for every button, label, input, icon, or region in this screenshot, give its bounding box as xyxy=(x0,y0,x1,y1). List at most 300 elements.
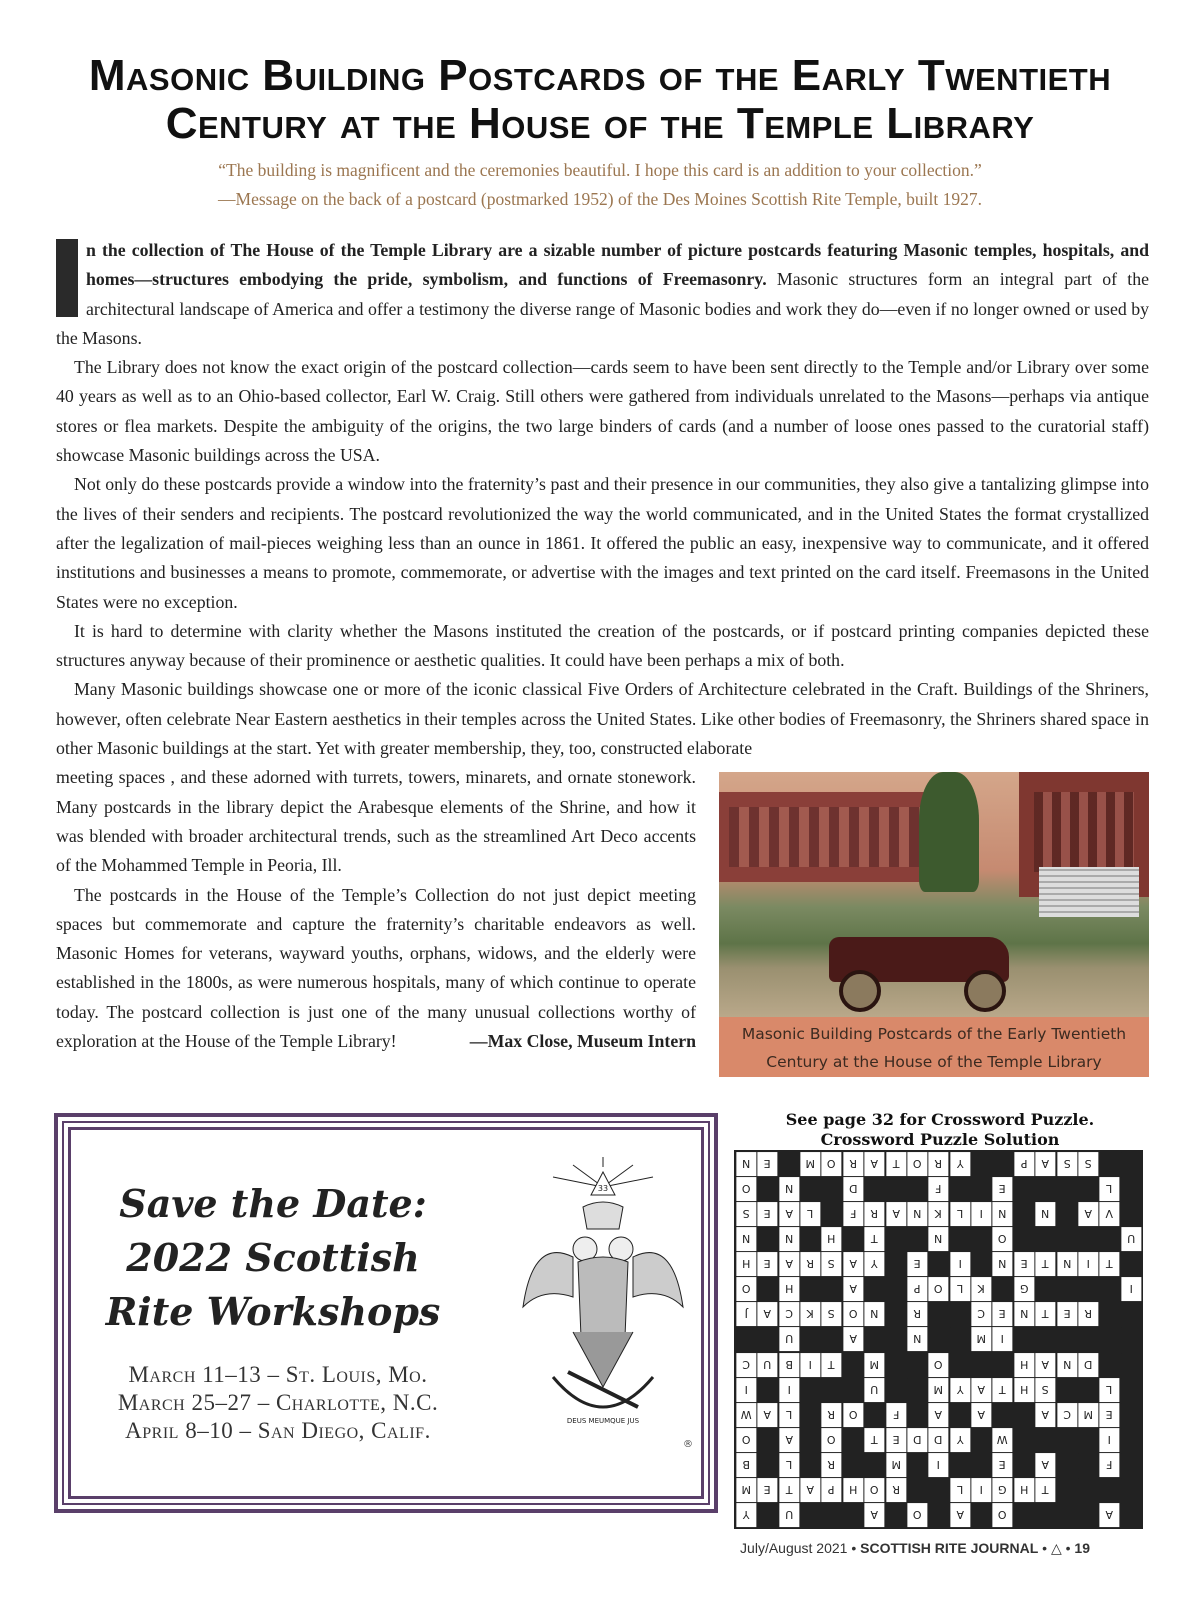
crossword-letter-cell: O xyxy=(907,1152,927,1176)
crossword-black-cell xyxy=(928,1503,948,1527)
crossword-letter-cell: T xyxy=(821,1353,841,1377)
crossword-letter-cell: O xyxy=(736,1177,756,1201)
crossword-black-cell xyxy=(800,1277,820,1301)
crossword-letter-cell: T xyxy=(886,1152,906,1176)
crossword-letter-cell: L xyxy=(779,1453,799,1477)
crossword-black-cell xyxy=(907,1378,927,1402)
crossword-letter-cell: A xyxy=(1078,1202,1098,1226)
crossword-letter-cell: L xyxy=(950,1202,970,1226)
caption-line-1: Masonic Building Postcards of the Early Twentieth xyxy=(741,1025,1127,1043)
crossword-black-cell xyxy=(886,1277,906,1301)
crossword-black-cell xyxy=(1078,1453,1098,1477)
crossword-black-cell xyxy=(1121,1177,1141,1201)
crossword-letter-cell: E xyxy=(757,1202,777,1226)
crossword-black-cell xyxy=(1078,1503,1098,1527)
crossword-letter-cell: N xyxy=(928,1227,948,1251)
crossword-letter-cell: Y xyxy=(950,1428,970,1452)
crossword-letter-cell: S xyxy=(821,1302,841,1326)
crossword-black-cell xyxy=(800,1327,820,1351)
crossword-letter-cell: N xyxy=(907,1202,927,1226)
crossword-black-cell xyxy=(800,1378,820,1402)
crossword-black-cell xyxy=(971,1353,991,1377)
crossword-black-cell xyxy=(1035,1277,1055,1301)
crossword-black-cell xyxy=(971,1252,991,1276)
crossword-black-cell xyxy=(886,1227,906,1251)
crossword-letter-cell: T xyxy=(1035,1478,1055,1502)
crossword-black-cell xyxy=(1121,1202,1141,1226)
crossword-letter-cell: W xyxy=(736,1403,756,1427)
crossword-letter-cell: O xyxy=(821,1428,841,1452)
crossword-black-cell xyxy=(1121,1453,1141,1477)
crossword-black-cell xyxy=(1121,1353,1141,1377)
paragraph-1-rest: Masonic structures form an integral part of the architectural landscape of America and offer a testimony the diverse range of Masonic bodies and work they do—even if no longer owned or used by the Masons. xyxy=(56,269,1149,348)
crossword-black-cell xyxy=(821,1202,841,1226)
crossword-black-cell xyxy=(950,1177,970,1201)
crossword-letter-cell: L xyxy=(950,1478,970,1502)
crossword-letter-cell: J xyxy=(736,1302,756,1326)
crossword-black-cell xyxy=(757,1277,777,1301)
emblem-number: 33 xyxy=(597,1184,609,1193)
signature: —Max Close, Museum Intern xyxy=(469,1031,696,1052)
crossword-black-cell xyxy=(886,1252,906,1276)
crossword-letter-cell: I xyxy=(971,1202,991,1226)
crossword-letter-cell: E xyxy=(1099,1403,1119,1427)
crossword-black-cell xyxy=(1099,1327,1119,1351)
crossword-letter-cell: S xyxy=(1057,1152,1077,1176)
crossword-letter-cell: R xyxy=(907,1302,927,1326)
save-the-date-box xyxy=(54,1113,718,1513)
crossword-black-cell xyxy=(757,1428,777,1452)
crossword-black-cell xyxy=(1121,1403,1141,1427)
crossword-black-cell xyxy=(843,1227,863,1251)
crossword-black-cell xyxy=(864,1453,884,1477)
crossword-letter-cell: T xyxy=(864,1227,884,1251)
crossword-black-cell xyxy=(864,1327,884,1351)
photo-building-left xyxy=(719,792,949,882)
crossword-letter-cell: T xyxy=(1035,1252,1055,1276)
save-the-date-title xyxy=(98,1177,448,1339)
crossword-letter-cell: N xyxy=(1035,1202,1055,1226)
crossword-letter-cell: K xyxy=(800,1302,820,1326)
crossword-black-cell xyxy=(971,1503,991,1527)
crossword-black-cell xyxy=(1035,1428,1055,1452)
crossword-letter-cell: G xyxy=(992,1478,1012,1502)
crossword-letter-cell: A xyxy=(779,1428,799,1452)
crossword-black-cell xyxy=(1078,1478,1098,1502)
photo-car-wheel xyxy=(964,970,1006,1012)
crossword-black-cell xyxy=(1078,1378,1098,1402)
crossword-letter-cell: A xyxy=(843,1327,863,1351)
crossword-letter-cell: L xyxy=(1099,1177,1119,1201)
crossword-letter-cell: O xyxy=(928,1353,948,1377)
crossword-black-cell xyxy=(992,1152,1012,1176)
crossword-black-cell xyxy=(950,1453,970,1477)
crossword-letter-cell: N xyxy=(992,1252,1012,1276)
crossword-black-cell xyxy=(736,1327,756,1351)
crossword-letter-cell: O xyxy=(864,1478,884,1502)
crossword-letter-cell: N xyxy=(1014,1302,1034,1326)
title-line-1: Masonic Building Postcards of the Early Twentieth xyxy=(88,51,1112,100)
crossword-letter-cell: E xyxy=(992,1453,1012,1477)
workshop-date-3: April 8–10 – San Diego, Calif. xyxy=(125,1418,431,1443)
crossword-black-cell xyxy=(800,1177,820,1201)
crossword-black-cell xyxy=(886,1302,906,1326)
crossword-letter-cell: M xyxy=(928,1378,948,1402)
crossword-letter-cell: N xyxy=(992,1202,1012,1226)
crossword-letter-cell: A xyxy=(1035,1152,1055,1176)
epigraph-attribution: —Message on the back of a postcard (postmarked 1952) of the Des Moines Scottish Rite Temple, built 1927. xyxy=(218,189,982,209)
sd-title-line-1: Save the Date: xyxy=(119,1181,427,1226)
crossword-letter-cell: R xyxy=(800,1252,820,1276)
crossword-black-cell xyxy=(928,1302,948,1326)
crossword-black-cell xyxy=(907,1403,927,1427)
crossword-black-cell xyxy=(1078,1428,1098,1452)
crossword-black-cell xyxy=(821,1503,841,1527)
photo-steps xyxy=(1039,867,1139,917)
crossword-black-cell xyxy=(757,1503,777,1527)
crossword-letter-cell: R xyxy=(821,1403,841,1427)
crossword-black-cell xyxy=(1014,1227,1034,1251)
crossword-black-cell xyxy=(1121,1302,1141,1326)
crossword-black-cell xyxy=(1035,1327,1055,1351)
crossword-letter-cell: H xyxy=(821,1227,841,1251)
crossword-letter-cell: U xyxy=(757,1353,777,1377)
crossword-letter-cell: O xyxy=(907,1503,927,1527)
crossword-black-cell xyxy=(928,1478,948,1502)
crossword-letter-cell: O xyxy=(843,1403,863,1427)
emblem-motto: DEUS MEUMQUE JUS xyxy=(566,1417,640,1425)
title-line-2: Century at the House of the Temple Library xyxy=(165,99,1035,148)
crossword-black-cell xyxy=(1014,1403,1034,1427)
page-footer: July/August 2021 • SCOTTISH RITE JOURNAL • △ • 19 xyxy=(740,1540,1090,1556)
crossword-letter-cell: A xyxy=(757,1403,777,1427)
crossword-black-cell xyxy=(1099,1353,1119,1377)
crossword-letter-cell: W xyxy=(992,1428,1012,1452)
drop-cap: I xyxy=(56,239,78,317)
crossword-black-cell xyxy=(1078,1177,1098,1201)
crossword-black-cell xyxy=(886,1327,906,1351)
crossword-letter-cell: I xyxy=(971,1478,991,1502)
crossword-black-cell xyxy=(843,1428,863,1452)
crossword-letter-cell: A xyxy=(1099,1503,1119,1527)
crossword-black-cell xyxy=(1014,1503,1034,1527)
crossword-letter-cell: O xyxy=(736,1277,756,1301)
footer-page-number: 19 xyxy=(1074,1540,1090,1556)
crossword-letter-cell: H xyxy=(779,1277,799,1301)
photo-caption xyxy=(719,1017,1149,1077)
sd-title-line-2: 2022 Scottish xyxy=(126,1235,420,1280)
crossword-letter-cell: A xyxy=(1035,1403,1055,1427)
crossword-letter-cell: I xyxy=(1099,1428,1119,1452)
crossword-letter-cell: E xyxy=(992,1177,1012,1201)
crossword-letter-cell: R xyxy=(886,1478,906,1502)
crossword-letter-cell: A xyxy=(950,1503,970,1527)
crossword-letter-cell: K xyxy=(971,1277,991,1301)
crossword-letter-cell: R xyxy=(864,1202,884,1226)
crossword-letter-cell: A xyxy=(928,1403,948,1427)
crossword-note: See page 32 for Crossword Puzzle. xyxy=(785,1110,1095,1129)
crossword-black-cell xyxy=(864,1277,884,1301)
crossword-black-cell xyxy=(1014,1428,1034,1452)
crossword-black-cell xyxy=(928,1327,948,1351)
crossword-letter-cell: M xyxy=(736,1478,756,1502)
crossword-black-cell xyxy=(1121,1327,1141,1351)
crossword-letter-cell: I xyxy=(950,1252,970,1276)
paragraph-3: Not only do these postcards provide a window into the fraternity’s past and their presence in our communities, they also give a tantalizing glimpse into the lives of their senders and recipients. The postcard revolutionized the way the world communicated, and in the United States the format crystallized after the legalization of mail-pieces weighing less than an ounce in 1861. It offered the public an easy, inexpensive way to communicate, and it offered institutions and businesses a means to promote, commemorate, or advertise with the images and text printed on the card itself. Freemasons in the United States were no exception. xyxy=(56,474,1149,612)
crossword-black-cell xyxy=(1035,1503,1055,1527)
crossword-letter-cell: E xyxy=(1057,1302,1077,1326)
crossword-letter-cell: O xyxy=(821,1152,841,1176)
sd-title-line-3: Rite Workshops xyxy=(105,1289,441,1334)
crossword-letter-cell: C xyxy=(736,1353,756,1377)
crossword-black-cell xyxy=(1121,1378,1141,1402)
crossword-letter-cell: T xyxy=(1099,1252,1119,1276)
crossword-letter-cell: M xyxy=(971,1327,991,1351)
crossword-letter-cell: A xyxy=(864,1503,884,1527)
crossword-letter-cell: Y xyxy=(950,1152,970,1176)
crossword-letter-cell: N xyxy=(779,1177,799,1201)
crossword-letter-cell: Y xyxy=(736,1503,756,1527)
crossword-letter-cell: A xyxy=(864,1152,884,1176)
crossword-letter-cell: A xyxy=(757,1302,777,1326)
photo-car-wheel xyxy=(839,970,881,1012)
crossword-letter-cell: T xyxy=(992,1378,1012,1402)
crossword-letter-cell: N xyxy=(907,1327,927,1351)
crossword-letter-cell: I xyxy=(1121,1277,1141,1301)
crossword-black-cell xyxy=(886,1353,906,1377)
crossword-black-cell xyxy=(800,1453,820,1477)
crossword-black-cell xyxy=(1057,1453,1077,1477)
crossword-letter-cell: F xyxy=(928,1177,948,1201)
crossword-letter-cell: A xyxy=(843,1252,863,1276)
crossword-letter-cell: N xyxy=(864,1302,884,1326)
crossword-black-cell xyxy=(992,1403,1012,1427)
crossword-black-cell xyxy=(950,1403,970,1427)
paragraph-5: Many Masonic buildings showcase one or more of the iconic classical Five Orders of Architecture celebrated in the Craft. Buildings of the Shriners, however, often celebrate Near Eastern aesthetics in their temples across the United States. Like other bodies of Freemasonry, the Shriners shared space in other Masonic buildings at the start. Yet with greater membership, they, too, constructed elaborate xyxy=(56,679,1149,759)
epigraph-quote: “The building is magnificent and the ceremonies beautiful. I hope this card is an addition to your collection.” xyxy=(218,160,982,180)
crossword-black-cell xyxy=(800,1227,820,1251)
crossword-letter-cell: D xyxy=(1078,1353,1098,1377)
crossword-black-cell xyxy=(821,1177,841,1201)
crossword-letter-cell: L xyxy=(800,1202,820,1226)
crossword-black-cell xyxy=(1057,1478,1077,1502)
footer-issue: July/August 2021 xyxy=(740,1540,848,1556)
crossword-black-cell xyxy=(907,1453,927,1477)
crossword-letter-cell: B xyxy=(736,1453,756,1477)
crossword-letter-cell: R xyxy=(1078,1302,1098,1326)
crossword-letter-cell: I xyxy=(779,1378,799,1402)
crossword-letter-cell: I xyxy=(992,1327,1012,1351)
crossword-letter-cell: F xyxy=(886,1403,906,1427)
crossword-letter-cell: D xyxy=(843,1177,863,1201)
crossword-black-cell xyxy=(1099,1152,1119,1176)
crossword-black-cell xyxy=(779,1152,799,1176)
crossword-letter-cell: C xyxy=(1057,1403,1077,1427)
footer-journal: SCOTTISH RITE JOURNAL xyxy=(860,1540,1039,1556)
crossword-letter-cell: O xyxy=(992,1227,1012,1251)
crossword-black-cell xyxy=(1099,1302,1119,1326)
crossword-black-cell xyxy=(1121,1503,1141,1527)
crossword-letter-cell: A xyxy=(971,1403,991,1427)
crossword-black-cell xyxy=(800,1428,820,1452)
crossword-black-cell xyxy=(886,1177,906,1201)
crossword-letter-cell: O xyxy=(736,1428,756,1452)
crossword-letter-cell: B xyxy=(779,1353,799,1377)
crossword-black-cell xyxy=(1099,1478,1119,1502)
registered-mark: ® xyxy=(683,1439,693,1450)
crossword-letter-cell: A xyxy=(1035,1453,1055,1477)
crossword-letter-cell: E xyxy=(886,1428,906,1452)
paragraph-5-continued: meeting spaces , and these adorned with turrets, towers, minarets, and ornate stonework. Many postcards in the library depict the Arabesque elements of the Shrine, and how it was blended with broader architectural trends, such as the streamlined Art Deco accents of the Mohammed Temple in Peoria, Ill. xyxy=(56,767,696,876)
crossword-letter-cell: F xyxy=(843,1202,863,1226)
crossword-letter-cell: R xyxy=(821,1453,841,1477)
crossword-black-cell xyxy=(800,1503,820,1527)
double-headed-eagle-icon xyxy=(513,1157,693,1477)
crossword-black-cell xyxy=(1121,1478,1141,1502)
photo-tree xyxy=(919,772,979,892)
crossword-black-cell xyxy=(1057,1327,1077,1351)
paragraph-6 xyxy=(56,881,696,1057)
crossword-letter-cell: Y xyxy=(864,1252,884,1276)
crossword-heading xyxy=(735,1110,1145,1150)
crossword-letter-cell: A xyxy=(886,1202,906,1226)
crossword-black-cell xyxy=(757,1227,777,1251)
crossword-black-cell xyxy=(757,1453,777,1477)
crossword-black-cell xyxy=(1057,1177,1077,1201)
crossword-black-cell xyxy=(992,1353,1012,1377)
postcard-photo xyxy=(719,772,1149,1017)
crossword-letter-cell: I xyxy=(736,1378,756,1402)
crossword-black-cell xyxy=(1057,1428,1077,1452)
crossword-letter-cell: M xyxy=(886,1453,906,1477)
crossword-black-cell xyxy=(886,1503,906,1527)
crossword-black-cell xyxy=(757,1177,777,1201)
crossword-black-cell xyxy=(907,1177,927,1201)
crossword-letter-cell: E xyxy=(757,1152,777,1176)
crossword-letter-cell: U xyxy=(779,1327,799,1351)
workshop-dates xyxy=(78,1361,478,1445)
crossword-letter-cell: P xyxy=(1014,1152,1034,1176)
crossword-black-cell xyxy=(1014,1177,1034,1201)
crossword-black-cell xyxy=(1035,1227,1055,1251)
crossword-black-cell xyxy=(907,1478,927,1502)
crossword-letter-cell: L xyxy=(950,1277,970,1301)
crossword-black-cell xyxy=(843,1378,863,1402)
crossword-letter-cell: L xyxy=(1099,1378,1119,1402)
crossword-black-cell xyxy=(843,1353,863,1377)
crossword-black-cell xyxy=(971,1177,991,1201)
crossword-letter-cell: A xyxy=(779,1252,799,1276)
crossword-letter-cell: S xyxy=(736,1202,756,1226)
paragraph-2: The Library does not know the exact origin of the postcard collection—cards seem to have been sent directly to the Temple and/or Library over some 40 years as well as to an Ohio-based collector, Earl W. Craig. Still others were gathered from individuals unrelated to the Masons—perhaps via antique stores or flea markets. Despite the ambiguity of the origins, the two large binders of cards (and a number of loose ones passed to the curatorial staff) showcase Masonic buildings across the USA. xyxy=(56,357,1149,466)
crossword-black-cell xyxy=(886,1378,906,1402)
crossword-letter-cell: T xyxy=(1035,1302,1055,1326)
article-title xyxy=(40,52,1160,148)
workshop-date-2: March 25–27 – Charlotte, N.C. xyxy=(117,1390,439,1415)
crossword-letter-cell: M xyxy=(800,1152,820,1176)
crossword-letter-cell: V xyxy=(1099,1202,1119,1226)
crossword-black-cell xyxy=(843,1503,863,1527)
crossword-letter-cell: H xyxy=(1014,1478,1034,1502)
crossword-letter-cell: F xyxy=(1099,1453,1119,1477)
crossword-letter-cell: C xyxy=(779,1302,799,1326)
crossword-letter-cell: H xyxy=(736,1252,756,1276)
crossword-black-cell xyxy=(1121,1152,1141,1176)
crossword-letter-cell: P xyxy=(821,1478,841,1502)
crossword-letter-cell: A xyxy=(800,1478,820,1502)
crossword-black-cell xyxy=(992,1277,1012,1301)
crossword-grid xyxy=(734,1150,1143,1529)
crossword-black-cell xyxy=(821,1378,841,1402)
crossword-letter-cell: R xyxy=(928,1152,948,1176)
crossword-black-cell xyxy=(928,1252,948,1276)
crossword-letter-cell: A xyxy=(1035,1353,1055,1377)
crossword-black-cell xyxy=(1057,1202,1077,1226)
epigraph xyxy=(40,156,1160,214)
crossword-black-cell xyxy=(864,1177,884,1201)
crossword-letter-cell: I xyxy=(1078,1252,1098,1276)
crossword-black-cell xyxy=(1078,1277,1098,1301)
crossword-black-cell xyxy=(1035,1177,1055,1201)
crossword-black-cell xyxy=(971,1453,991,1477)
crossword-letter-cell: P xyxy=(907,1277,927,1301)
crossword-black-cell xyxy=(1057,1378,1077,1402)
crossword-black-cell xyxy=(950,1327,970,1351)
crossword-letter-cell: R xyxy=(843,1152,863,1176)
crossword-letter-cell: K xyxy=(928,1202,948,1226)
crossword-letter-cell: T xyxy=(864,1428,884,1452)
crossword-black-cell xyxy=(971,1152,991,1176)
crossword-black-cell xyxy=(1121,1428,1141,1452)
crossword-black-cell xyxy=(1078,1227,1098,1251)
crossword-letter-cell: N xyxy=(736,1227,756,1251)
crossword-black-cell xyxy=(1014,1453,1034,1477)
crossword-letter-cell: O xyxy=(843,1302,863,1326)
crossword-letter-cell: U xyxy=(1121,1227,1141,1251)
crossword-letter-cell: O xyxy=(928,1277,948,1301)
crossword-black-cell xyxy=(864,1403,884,1427)
crossword-letter-cell: E xyxy=(757,1478,777,1502)
crossword-letter-cell: S xyxy=(1035,1378,1055,1402)
crossword-black-cell xyxy=(971,1227,991,1251)
paragraph-6-text: The postcards in the House of the Temple’s Collection do not just depict meeting spaces but commemorate and capture the fraternity’s charitable endeavors as well. Masonic Homes for veterans, wayward youths, orphans, widows, and the elderly were established in the 1800s, as were numerous hospitals, many of which continue to operate today. The postcard collection is just one of the many unusual collections worthy of exploration at the House of the Temple Library! xyxy=(56,884,696,1052)
crossword-black-cell xyxy=(1057,1227,1077,1251)
crossword-black-cell xyxy=(1121,1252,1141,1276)
crossword-black-cell xyxy=(1099,1277,1119,1301)
crossword-letter-cell: U xyxy=(864,1378,884,1402)
crossword-letter-cell: I xyxy=(928,1453,948,1477)
crossword-letter-cell: A xyxy=(971,1378,991,1402)
caption-line-2: Century at the House of the Temple Library xyxy=(766,1053,1102,1071)
crossword-black-cell xyxy=(1078,1327,1098,1351)
crossword-letter-cell: D xyxy=(928,1428,948,1452)
crossword-letter-cell: D xyxy=(907,1428,927,1452)
crossword-black-cell xyxy=(1057,1277,1077,1301)
crossword-letter-cell: C xyxy=(971,1302,991,1326)
crossword-title: Crossword Puzzle Solution xyxy=(820,1130,1060,1149)
crossword-letter-cell: U xyxy=(779,1503,799,1527)
crossword-letter-cell: I xyxy=(800,1353,820,1377)
crossword-letter-cell: Y xyxy=(950,1378,970,1402)
crossword-letter-cell: E xyxy=(757,1252,777,1276)
crossword-letter-cell: N xyxy=(779,1227,799,1251)
crossword-letter-cell: N xyxy=(1057,1353,1077,1377)
crossword-black-cell xyxy=(1057,1503,1077,1527)
crossword-letter-cell: O xyxy=(992,1503,1012,1527)
crossword-black-cell xyxy=(950,1227,970,1251)
crossword-letter-cell: A xyxy=(779,1202,799,1226)
crossword-black-cell xyxy=(971,1428,991,1452)
